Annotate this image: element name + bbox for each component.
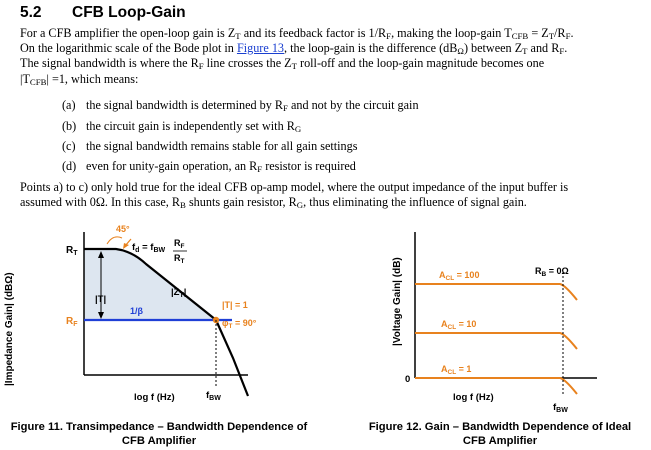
list-item-d: (d) even for unity-gain operation, an $R_F$ resistor is required bbox=[62, 159, 356, 174]
gain-line-100 bbox=[415, 284, 577, 300]
para2-line2: assumed with 0Ω. In this case, $R_B$ shunts gain resistor, $R_G$, thus eliminating the influence of signal gain. bbox=[20, 195, 527, 211]
figure-11-caption: Figure 11. Transimpedance – Bandwidth Dependence of CFB Amplifier bbox=[10, 421, 308, 447]
body-paragraph-2 bbox=[20, 180, 640, 210]
rt-label: $R_T$ bbox=[66, 245, 78, 257]
list-item-c: (c) the signal bandwidth remains stable for all gain settings bbox=[62, 139, 358, 153]
acl-1-label: $A_{CL} = 1$ bbox=[441, 364, 472, 376]
fig12-zero-label: 0 bbox=[405, 374, 411, 385]
gain-line-10 bbox=[415, 333, 577, 349]
fd-equation: $f_d = f_{BW}$ bbox=[132, 242, 166, 254]
angle-45-label: 45° bbox=[116, 224, 130, 234]
rb-label: $R_B = 0\Omega$ bbox=[535, 266, 569, 278]
fig11-x-axis-label: log f (Hz) bbox=[134, 392, 175, 403]
fig11-y-axis-label: |Impedance Gain| (dBΩ) bbox=[4, 272, 15, 386]
fig12-fbw-label: $f_{BW}$ bbox=[553, 402, 568, 414]
rf-label: $R_F$ bbox=[66, 316, 78, 328]
figure-11-diagram bbox=[0, 218, 330, 418]
figure-12-diagram bbox=[335, 218, 651, 418]
one-over-beta-label: 1/β bbox=[130, 306, 143, 316]
gain-line-1 bbox=[415, 378, 577, 394]
fd-arrow-head bbox=[123, 243, 129, 249]
list-item-b: (b) the circuit gain is independently set with $R_G$ bbox=[62, 119, 302, 134]
abs-t-label: |T| bbox=[95, 294, 107, 305]
para1-line2: On the logarithmic scale of the Bode plot in Figure 13, the loop-gain is the difference $(dB_\Omega)$ between $Z_T$ and $R_F$. bbox=[20, 41, 568, 57]
para2-line1: Points a) to c) only hold true for the ideal CFB op-amp model, where the output impedance of the input buffer is bbox=[20, 180, 569, 194]
figure-12-caption: Figure 12. Gain – Bandwidth Dependence of Ideal CFB Amplifier bbox=[368, 421, 632, 447]
acl-100-label: $A_{CL} = 100$ bbox=[439, 270, 480, 282]
angle-arc bbox=[107, 237, 122, 244]
list-item-a: (a) the signal bandwidth is determined by $R_F$ and not by the circuit gain bbox=[62, 98, 419, 113]
fd-fraction-num: $R_F$ bbox=[174, 238, 185, 250]
t-equals-one-label: |T| = 1 bbox=[222, 300, 248, 310]
section-number: 5.2 bbox=[20, 4, 42, 21]
loop-gain-shaded-area bbox=[84, 249, 216, 320]
body-paragraph-1 bbox=[20, 26, 640, 87]
fig12-x-axis-label: log f (Hz) bbox=[453, 392, 494, 403]
section-title: CFB Loop-Gain bbox=[72, 4, 186, 21]
phase-label: $\varphi_T = 90^\circ$ bbox=[222, 318, 257, 330]
fig12-y-axis-label: |Voltage Gain| (dB) bbox=[392, 257, 403, 346]
fd-fraction-den: $R_T$ bbox=[174, 253, 185, 265]
para1-line1: For a CFB amplifier the open-loop gain is $Z_T$ and its feedback factor is $1/R_F$, making the loop-gain $T_{CFB} = Z_T/R_F$. bbox=[20, 26, 574, 41]
fig11-fbw-label: $f_{BW}$ bbox=[206, 390, 221, 402]
acl-10-label: $A_{CL} = 10$ bbox=[441, 319, 477, 331]
abs-zt-label: $|Z_T|$ bbox=[171, 287, 187, 299]
figure-13-link[interactable]: Figure 13 bbox=[236, 41, 285, 56]
para1-line3: The signal bandwidth is where the $R_F$ line crosses the $Z_T$ roll-off and the loop-gain magnitude becomes one bbox=[20, 56, 545, 72]
para1-line4: $|T_{CFB}| =1$, which means: bbox=[20, 71, 139, 87]
